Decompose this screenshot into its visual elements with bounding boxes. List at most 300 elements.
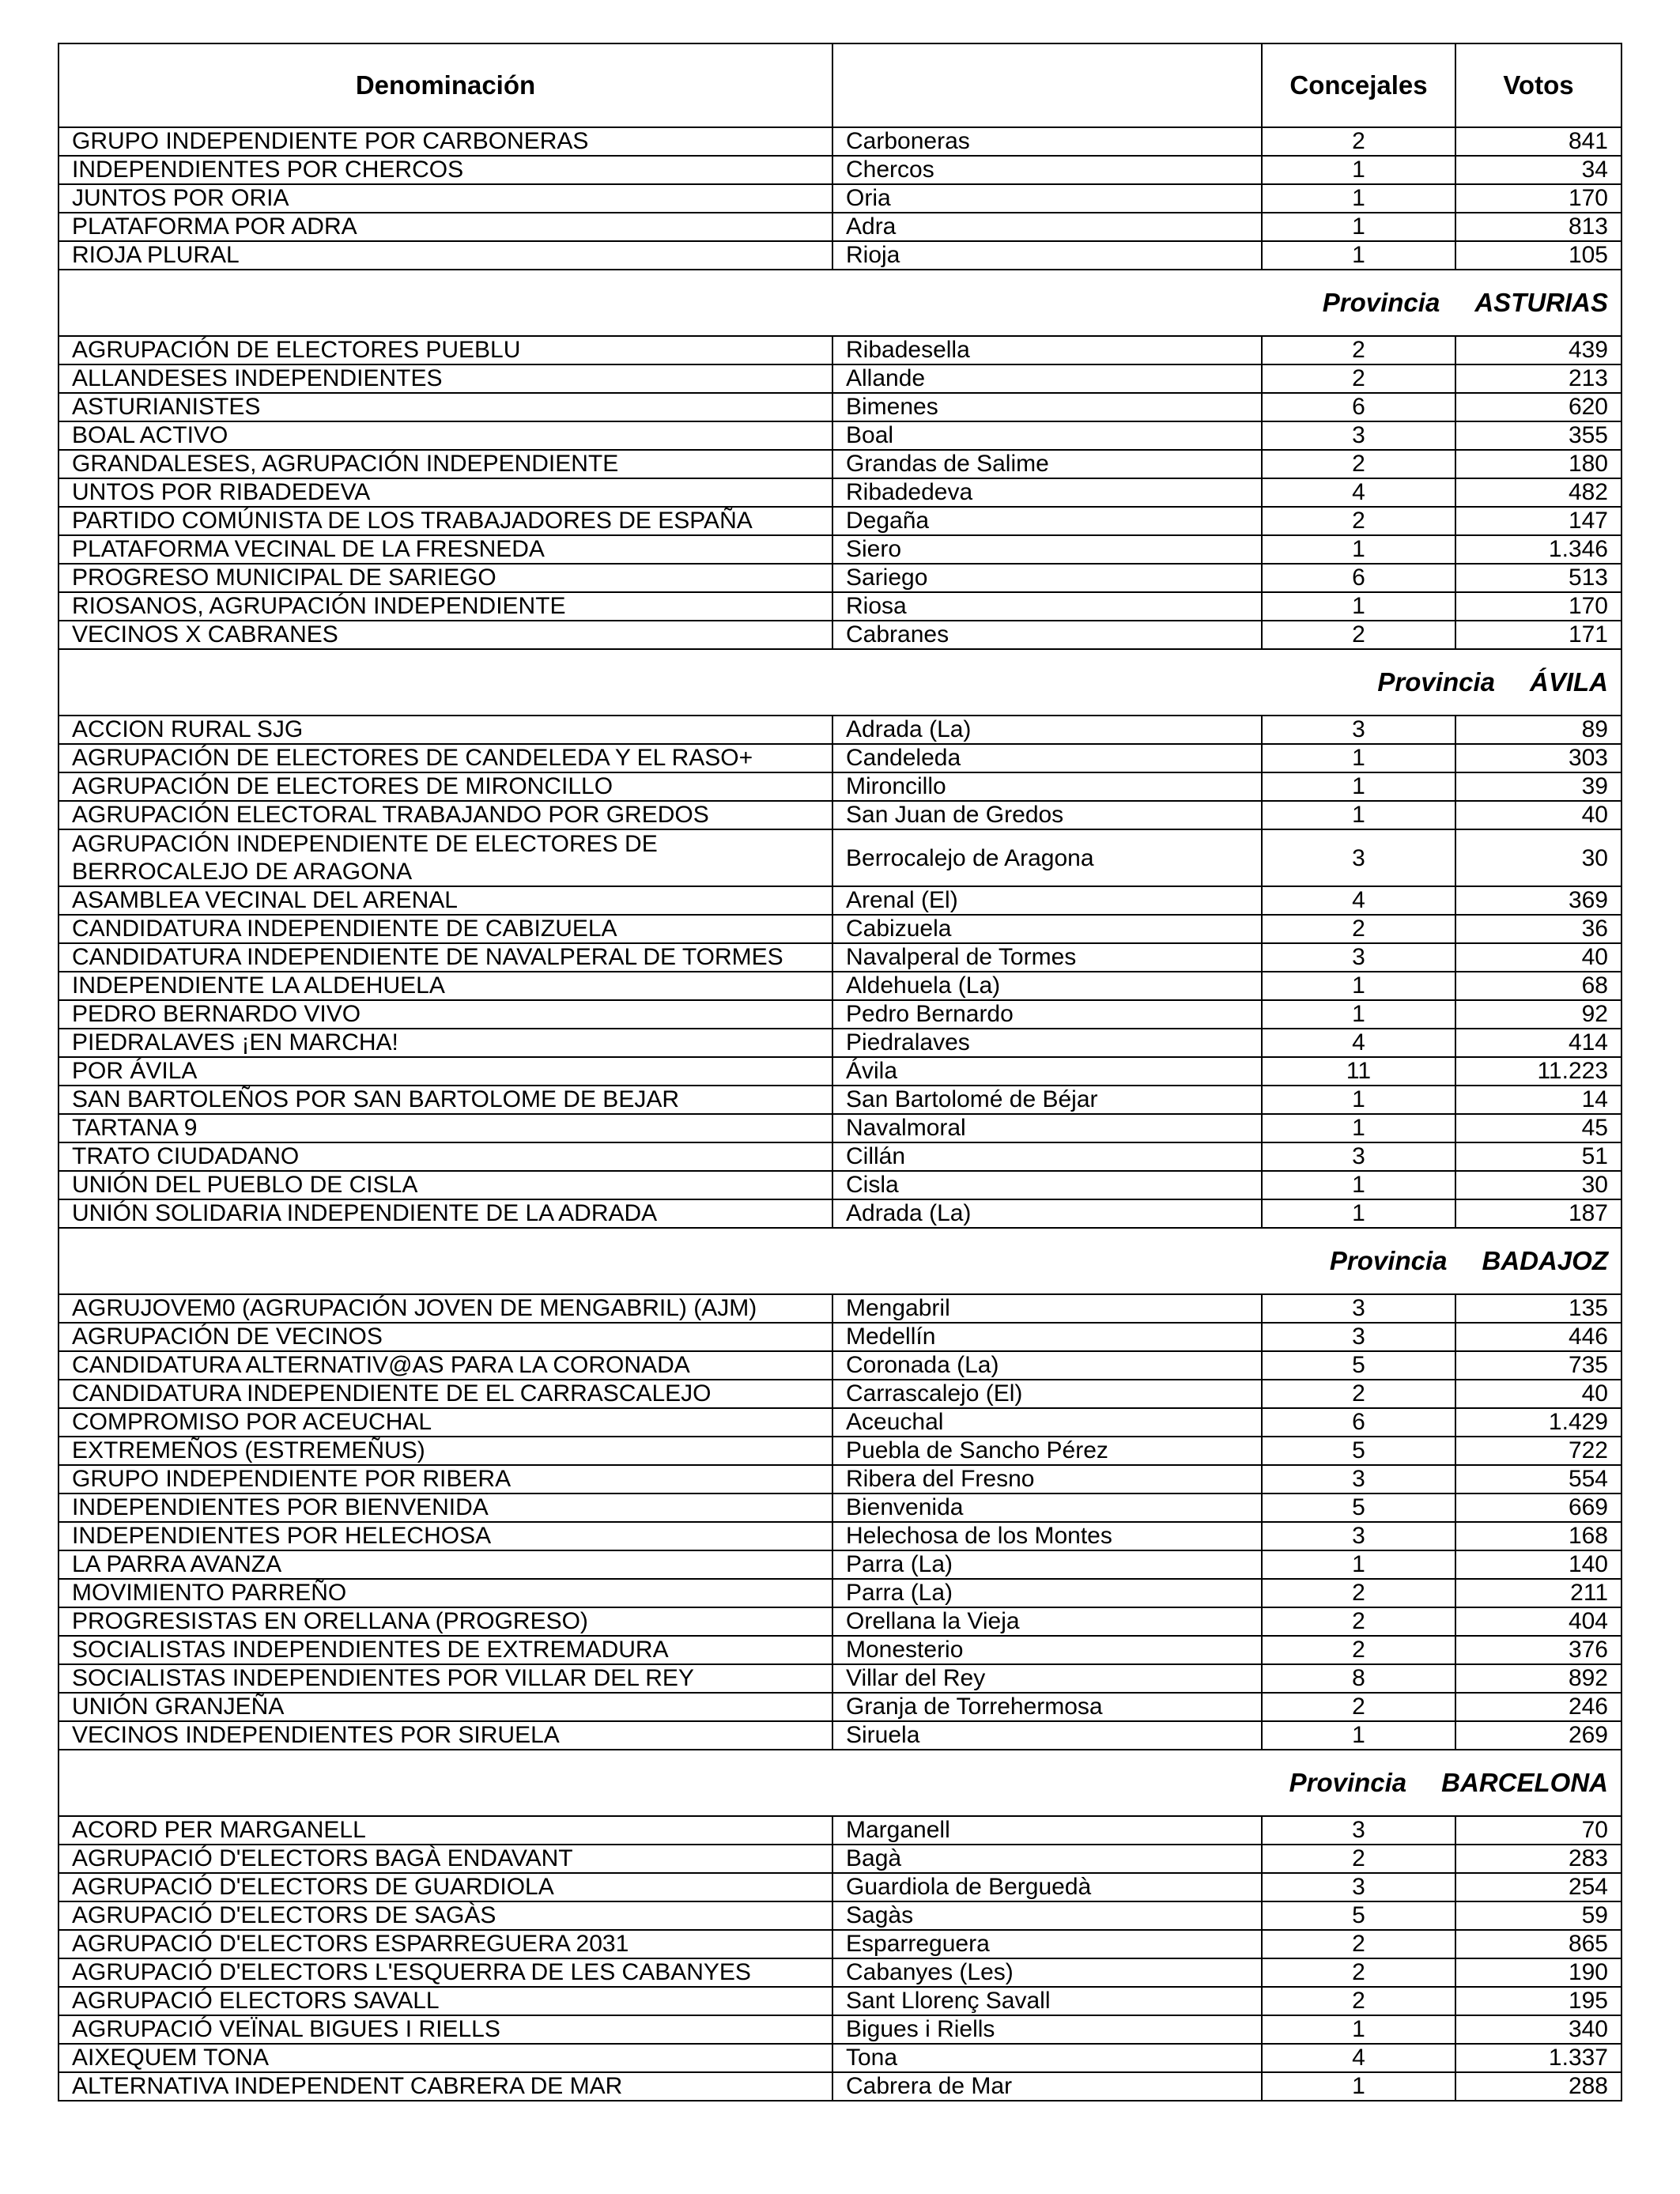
votos-cell: 1.346 [1455,535,1621,564]
table-row [59,1086,1621,1114]
votos-cell: 841 [1455,127,1621,156]
province-name: ÁVILA [1530,667,1608,697]
municipality-cell: Riosa [832,592,1262,621]
table-row [59,1114,1621,1142]
concejales-cell: 4 [1262,1029,1455,1057]
table-row [59,1550,1621,1579]
party-name-cell: AGRUPACIÓ D'ELECTORS DE SAGÀS [59,1901,832,1930]
table-row [59,943,1621,972]
votos-cell: 439 [1455,336,1621,364]
municipality-cell: Ribadedeva [832,478,1262,507]
party-name-cell: GRUPO INDEPENDIENTE POR RIBERA [59,1465,832,1494]
concejales-cell: 5 [1262,1494,1455,1522]
votos-cell: 213 [1455,364,1621,393]
concejales-cell: 2 [1262,915,1455,943]
votos-cell: 813 [1455,213,1621,241]
votos-cell: 195 [1455,1987,1621,2015]
table-row [59,1199,1621,1228]
municipality-cell: Arenal (El) [832,886,1262,915]
province-name: ASTURIAS [1474,288,1608,317]
votos-cell: 211 [1455,1579,1621,1607]
municipality-cell: Orellana la Vieja [832,1607,1262,1636]
table-row [59,1408,1621,1437]
concejales-cell: 2 [1262,1607,1455,1636]
municipality-cell: Tona [832,2044,1262,2072]
municipality-cell: Oria [832,184,1262,213]
party-name-cell: RIOJA PLURAL [59,241,832,270]
concejales-cell: 3 [1262,829,1455,886]
concejales-cell: 2 [1262,1930,1455,1958]
votos-cell: 92 [1455,1000,1621,1029]
votos-cell: 187 [1455,1199,1621,1228]
party-name-cell: LA PARRA AVANZA [59,1550,832,1579]
table-row [59,716,1621,744]
table-row [59,1845,1621,1873]
votos-cell: 340 [1455,2015,1621,2044]
votos-cell: 722 [1455,1437,1621,1465]
concejales-cell: 4 [1262,886,1455,915]
votos-cell: 89 [1455,716,1621,744]
party-name-cell: PLATAFORMA VECINAL DE LA FRESNEDA [59,535,832,564]
municipality-cell: Candeleda [832,744,1262,772]
municipality-cell: Carrascalejo (El) [832,1380,1262,1408]
municipality-cell: Monesterio [832,1636,1262,1664]
concejales-cell: 1 [1262,2072,1455,2101]
province-header [59,649,1621,716]
municipality-cell: Pedro Bernardo [832,1000,1262,1029]
results-table [58,43,1622,2101]
municipality-cell: Sagàs [832,1901,1262,1930]
party-name-cell: JUNTOS POR ORIA [59,184,832,213]
votos-cell: 446 [1455,1323,1621,1351]
votos-cell: 482 [1455,478,1621,507]
table-row [59,364,1621,393]
concejales-cell: 1 [1262,1550,1455,1579]
party-name-cell: MOVIMIENTO PARREÑO [59,1579,832,1607]
municipality-cell: Carboneras [832,127,1262,156]
municipality-cell: Mengabril [832,1294,1262,1323]
municipality-cell: Sant Llorenç Savall [832,1987,1262,2015]
concejales-cell: 2 [1262,621,1455,649]
party-name-cell: UNIÓN GRANJEÑA [59,1693,832,1721]
votos-cell: 30 [1455,829,1621,886]
concejales-cell: 4 [1262,478,1455,507]
concejales-cell: 1 [1262,1114,1455,1142]
table-header-row [59,43,1621,127]
party-name-cell: AGRUPACIÓN INDEPENDIENTE DE ELECTORES DE BERROCALEJO DE ARAGONA [59,829,832,886]
municipality-cell: Ribera del Fresno [832,1465,1262,1494]
votos-cell: 246 [1455,1693,1621,1721]
party-name-cell: CANDIDATURA INDEPENDIENTE DE EL CARRASCALEJO [59,1380,832,1408]
votos-cell: 40 [1455,1380,1621,1408]
votos-cell: 140 [1455,1550,1621,1579]
municipality-cell: Cabizuela [832,915,1262,943]
votos-cell: 554 [1455,1465,1621,1494]
votos-cell: 892 [1455,1664,1621,1693]
municipality-cell: Siruela [832,1721,1262,1750]
table-row [59,1721,1621,1750]
municipality-cell: Adrada (La) [832,716,1262,744]
table-row [59,801,1621,829]
province-header [59,1750,1621,1816]
concejales-cell: 2 [1262,1845,1455,1873]
table-row [59,1142,1621,1171]
party-name-cell: VECINOS INDEPENDIENTES POR SIRUELA [59,1721,832,1750]
party-name-cell: AGRUPACIÓ ELECTORS SAVALL [59,1987,832,2015]
concejales-cell: 3 [1262,716,1455,744]
votos-cell: 36 [1455,915,1621,943]
votos-cell: 30 [1455,1171,1621,1199]
table-row [59,1901,1621,1930]
party-name-cell: POR ÁVILA [59,1057,832,1086]
province-header [59,270,1621,336]
province-name: BARCELONA [1441,1768,1608,1797]
concejales-cell: 2 [1262,450,1455,478]
table-row [59,1664,1621,1693]
concejales-cell: 6 [1262,393,1455,421]
concejales-cell: 3 [1262,421,1455,450]
table-row [59,1294,1621,1323]
concejales-cell: 1 [1262,535,1455,564]
votos-cell: 735 [1455,1351,1621,1380]
table-row [59,1579,1621,1607]
party-name-cell: PARTIDO COMÚNISTA DE LOS TRABAJADORES DE ESPAÑA [59,507,832,535]
concejales-cell: 3 [1262,1323,1455,1351]
table-row [59,1987,1621,2015]
municipality-cell: Bienvenida [832,1494,1262,1522]
header-concejales: Concejales [1262,43,1455,127]
concejales-cell: 1 [1262,972,1455,1000]
party-name-cell: SOCIALISTAS INDEPENDIENTES DE EXTREMADURA [59,1636,832,1664]
party-name-cell: PIEDRALAVES ¡EN MARCHA! [59,1029,832,1057]
municipality-cell: Coronada (La) [832,1351,1262,1380]
party-name-cell: RIOSANOS, AGRUPACIÓN INDEPENDIENTE [59,592,832,621]
table-row [59,1873,1621,1901]
votos-cell: 34 [1455,156,1621,184]
votos-cell: 865 [1455,1930,1621,1958]
party-name-cell: AGRUPACIÓN DE ELECTORES PUEBLU [59,336,832,364]
votos-cell: 70 [1455,1816,1621,1845]
municipality-cell: Granja de Torrehermosa [832,1693,1262,1721]
municipality-cell: Bigues i Riells [832,2015,1262,2044]
table-row [59,1693,1621,1721]
votos-cell: 147 [1455,507,1621,535]
table-row [59,2015,1621,2044]
table-row [59,1465,1621,1494]
municipality-cell: Ávila [832,1057,1262,1086]
party-name-cell: CANDIDATURA INDEPENDIENTE DE CABIZUELA [59,915,832,943]
municipality-cell: Mironcillo [832,772,1262,801]
concejales-cell: 2 [1262,1380,1455,1408]
table-row [59,1607,1621,1636]
municipality-cell: Degaña [832,507,1262,535]
votos-cell: 40 [1455,943,1621,972]
votos-cell: 254 [1455,1873,1621,1901]
table-row [59,478,1621,507]
municipality-cell: Chercos [832,156,1262,184]
table-row [59,1029,1621,1057]
municipality-cell: Boal [832,421,1262,450]
municipality-cell: Siero [832,535,1262,564]
concejales-cell: 2 [1262,127,1455,156]
party-name-cell: INDEPENDIENTE LA ALDEHUELA [59,972,832,1000]
party-name-cell: GRANDALESES, AGRUPACIÓN INDEPENDIENTE [59,450,832,478]
table-row [59,336,1621,364]
municipality-cell: Guardiola de Berguedà [832,1873,1262,1901]
municipality-cell: Bagà [832,1845,1262,1873]
concejales-cell: 5 [1262,1437,1455,1465]
party-name-cell: ACCION RURAL SJG [59,716,832,744]
municipality-cell: Ribadesella [832,336,1262,364]
province-label: Provincia [1329,1246,1448,1275]
concejales-cell: 2 [1262,364,1455,393]
table-row [59,772,1621,801]
table-row [59,1057,1621,1086]
party-name-cell: UNIÓN SOLIDARIA INDEPENDIENTE DE LA ADRADA [59,1199,832,1228]
municipality-cell: Berrocalejo de Aragona [832,829,1262,886]
concejales-cell: 5 [1262,1901,1455,1930]
votos-cell: 283 [1455,1845,1621,1873]
table-row [59,535,1621,564]
party-name-cell: TRATO CIUDADANO [59,1142,832,1171]
votos-cell: 1.337 [1455,2044,1621,2072]
table-row [59,1380,1621,1408]
table-row [59,213,1621,241]
table-row [59,829,1621,886]
votos-cell: 355 [1455,421,1621,450]
concejales-cell: 2 [1262,1958,1455,1987]
municipality-cell: Marganell [832,1816,1262,1845]
votos-cell: 414 [1455,1029,1621,1057]
party-name-cell: ALTERNATIVA INDEPENDENT CABRERA DE MAR [59,2072,832,2101]
concejales-cell: 3 [1262,1142,1455,1171]
votos-cell: 376 [1455,1636,1621,1664]
table-row [59,241,1621,270]
province-name: BADAJOZ [1482,1246,1608,1275]
header-votos: Votos [1455,43,1621,127]
party-name-cell: COMPROMISO POR ACEUCHAL [59,1408,832,1437]
municipality-cell: Sariego [832,564,1262,592]
province-header-row [59,1228,1621,1294]
table-row [59,972,1621,1000]
table-row [59,1494,1621,1522]
municipality-cell: Medellín [832,1323,1262,1351]
concejales-cell: 1 [1262,1199,1455,1228]
party-name-cell: UNIÓN DEL PUEBLO DE CISLA [59,1171,832,1199]
concejales-cell: 1 [1262,241,1455,270]
party-name-cell: AGRUPACIÓN DE VECINOS [59,1323,832,1351]
province-label: Provincia [1322,288,1440,317]
concejales-cell: 1 [1262,744,1455,772]
municipality-cell: San Bartolomé de Béjar [832,1086,1262,1114]
concejales-cell: 1 [1262,156,1455,184]
party-name-cell: AGRUPACIÓN ELECTORAL TRABAJANDO POR GREDOS [59,801,832,829]
party-name-cell: INDEPENDIENTES POR BIENVENIDA [59,1494,832,1522]
concejales-cell: 2 [1262,1636,1455,1664]
votos-cell: 170 [1455,592,1621,621]
concejales-cell: 1 [1262,592,1455,621]
party-name-cell: EXTREMEÑOS (ESTREMEÑUS) [59,1437,832,1465]
municipality-cell: Esparreguera [832,1930,1262,1958]
votos-cell: 269 [1455,1721,1621,1750]
table-row [59,450,1621,478]
party-name-cell: AGRUPACIÓN DE ELECTORES DE MIRONCILLO [59,772,832,801]
votos-cell: 303 [1455,744,1621,772]
table-row [59,1437,1621,1465]
votos-cell: 39 [1455,772,1621,801]
votos-cell: 620 [1455,393,1621,421]
concejales-cell: 1 [1262,1171,1455,1199]
table-row [59,1323,1621,1351]
table-row [59,184,1621,213]
table-row [59,564,1621,592]
votos-cell: 180 [1455,450,1621,478]
party-name-cell: PEDRO BERNARDO VIVO [59,1000,832,1029]
table-row [59,2072,1621,2101]
municipality-cell: Cabanyes (Les) [832,1958,1262,1987]
province-header-row [59,649,1621,716]
party-name-cell: VECINOS X CABRANES [59,621,832,649]
results-table-body [59,43,1621,2101]
table-row [59,915,1621,943]
party-name-cell: AGRUJOVEM0 (AGRUPACIÓN JOVEN DE MENGABRIL) (AJM) [59,1294,832,1323]
municipality-cell: Aldehuela (La) [832,972,1262,1000]
municipality-cell: Cabrera de Mar [832,2072,1262,2101]
concejales-cell: 1 [1262,1086,1455,1114]
party-name-cell: AGRUPACIÓ D'ELECTORS L'ESQUERRA DE LES CABANYES [59,1958,832,1987]
votos-cell: 170 [1455,184,1621,213]
concejales-cell: 1 [1262,213,1455,241]
party-name-cell: SOCIALISTAS INDEPENDIENTES POR VILLAR DEL REY [59,1664,832,1693]
document-page [58,43,1621,2101]
municipality-cell: Navalmoral [832,1114,1262,1142]
table-row [59,393,1621,421]
votos-cell: 168 [1455,1522,1621,1550]
concejales-cell: 1 [1262,1721,1455,1750]
concejales-cell: 1 [1262,2015,1455,2044]
concejales-cell: 2 [1262,507,1455,535]
header-denominacion: Denominación [59,43,832,127]
party-name-cell: PROGRESO MUNICIPAL DE SARIEGO [59,564,832,592]
party-name-cell: INDEPENDIENTES POR HELECHOSA [59,1522,832,1550]
header-municipio [832,43,1262,127]
party-name-cell: ALLANDESES INDEPENDIENTES [59,364,832,393]
party-name-cell: SAN BARTOLEÑOS POR SAN BARTOLOME DE BEJAR [59,1086,832,1114]
municipality-cell: Adrada (La) [832,1199,1262,1228]
province-header [59,1228,1621,1294]
municipality-cell: Rioja [832,241,1262,270]
concejales-cell: 1 [1262,801,1455,829]
municipality-cell: Helechosa de los Montes [832,1522,1262,1550]
party-name-cell: PLATAFORMA POR ADRA [59,213,832,241]
concejales-cell: 3 [1262,1816,1455,1845]
table-row [59,1958,1621,1987]
concejales-cell: 3 [1262,1294,1455,1323]
table-row [59,1636,1621,1664]
table-row [59,886,1621,915]
municipality-cell: Cisla [832,1171,1262,1199]
concejales-cell: 1 [1262,1000,1455,1029]
concejales-cell: 3 [1262,1465,1455,1494]
table-row [59,592,1621,621]
concejales-cell: 4 [1262,2044,1455,2072]
table-row [59,1816,1621,1845]
municipality-cell: Parra (La) [832,1550,1262,1579]
votos-cell: 288 [1455,2072,1621,2101]
votos-cell: 45 [1455,1114,1621,1142]
votos-cell: 105 [1455,241,1621,270]
concejales-cell: 6 [1262,1408,1455,1437]
party-name-cell: ASTURIANISTES [59,393,832,421]
concejales-cell: 8 [1262,1664,1455,1693]
municipality-cell: Allande [832,364,1262,393]
table-row [59,1930,1621,1958]
table-row [59,1522,1621,1550]
province-header-row [59,1750,1621,1816]
votos-cell: 135 [1455,1294,1621,1323]
votos-cell: 513 [1455,564,1621,592]
province-header-row [59,270,1621,336]
votos-cell: 171 [1455,621,1621,649]
province-label: Provincia [1289,1768,1407,1797]
table-row [59,127,1621,156]
municipality-cell: Grandas de Salime [832,450,1262,478]
province-label: Provincia [1377,667,1495,697]
municipality-cell: San Juan de Gredos [832,801,1262,829]
party-name-cell: AGRUPACIÓ D'ELECTORS DE GUARDIOLA [59,1873,832,1901]
concejales-cell: 3 [1262,1873,1455,1901]
table-row [59,1000,1621,1029]
concejales-cell: 1 [1262,184,1455,213]
concejales-cell: 5 [1262,1351,1455,1380]
municipality-cell: Bimenes [832,393,1262,421]
concejales-cell: 2 [1262,336,1455,364]
votos-cell: 59 [1455,1901,1621,1930]
table-row [59,156,1621,184]
votos-cell: 404 [1455,1607,1621,1636]
municipality-cell: Aceuchal [832,1408,1262,1437]
party-name-cell: UNTOS POR RIBADEDEVA [59,478,832,507]
table-row [59,2044,1621,2072]
municipality-cell: Cabranes [832,621,1262,649]
table-row [59,1351,1621,1380]
municipality-cell: Cillán [832,1142,1262,1171]
party-name-cell: INDEPENDIENTES POR CHERCOS [59,156,832,184]
party-name-cell: GRUPO INDEPENDIENTE POR CARBONERAS [59,127,832,156]
votos-cell: 68 [1455,972,1621,1000]
municipality-cell: Villar del Rey [832,1664,1262,1693]
table-row [59,1171,1621,1199]
party-name-cell: PROGRESISTAS EN ORELLANA (PROGRESO) [59,1607,832,1636]
party-name-cell: AGRUPACIÓ VEÏNAL BIGUES I RIELLS [59,2015,832,2044]
votos-cell: 669 [1455,1494,1621,1522]
table-row [59,744,1621,772]
party-name-cell: ACORD PER MARGANELL [59,1816,832,1845]
table-row [59,621,1621,649]
concejales-cell: 1 [1262,772,1455,801]
table-row [59,421,1621,450]
municipality-cell: Parra (La) [832,1579,1262,1607]
concejales-cell: 11 [1262,1057,1455,1086]
party-name-cell: BOAL ACTIVO [59,421,832,450]
concejales-cell: 2 [1262,1987,1455,2015]
party-name-cell: ASAMBLEA VECINAL DEL ARENAL [59,886,832,915]
party-name-cell: AIXEQUEM TONA [59,2044,832,2072]
municipality-cell: Piedralaves [832,1029,1262,1057]
municipality-cell: Adra [832,213,1262,241]
votos-cell: 14 [1455,1086,1621,1114]
votos-cell: 1.429 [1455,1408,1621,1437]
